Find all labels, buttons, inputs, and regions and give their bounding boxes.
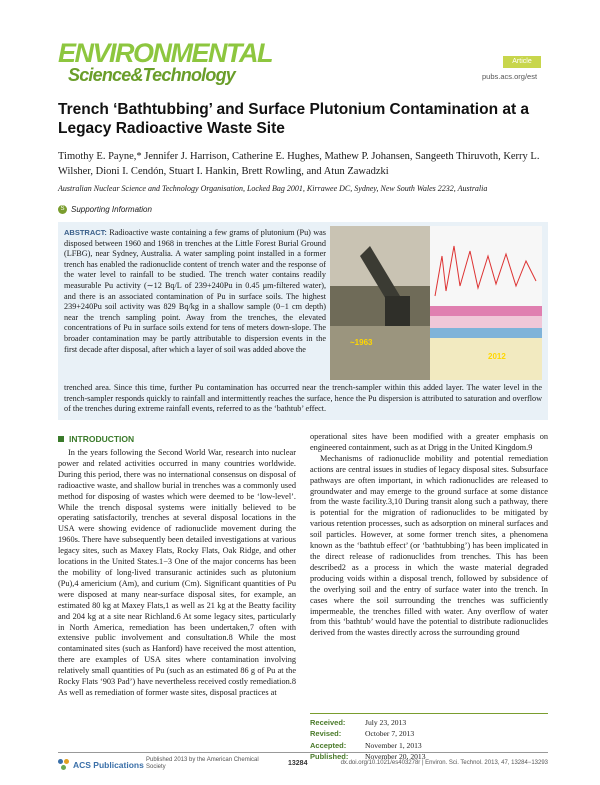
introduction-title: INTRODUCTION [69, 434, 135, 444]
paper-title: Trench ‘Bathtubbing’ and Surface Plutonium Contamination at a Legacy Radioactive Waste Site [58, 101, 530, 137]
date-label: Accepted: [310, 740, 347, 750]
date-value: October 7, 2013 [365, 729, 415, 739]
rainfall-chart-svg [430, 226, 542, 380]
article-badge: Article [503, 56, 541, 68]
abstract-label: ABSTRACT: [64, 228, 107, 237]
journal-url[interactable]: pubs.acs.org/est [482, 72, 538, 81]
intro-paragraph-continued: operational sites have been modified with a greater emphasis on engineered containment, such as at Drigg in the United Kingdom.9 [310, 432, 548, 452]
date-label: Published: [310, 752, 349, 762]
rainfall-chart [430, 226, 542, 380]
author-list: Timothy E. Payne,* Jennifer J. Harrison, Catherine E. Hughes, Mathew P. Johansen, Sangeeth Thiruvoth, Kerry L. Wilsher, Dioni I. Cendón, Stuart I. Hankin, Brett Rowling, and Atun Zawadzki [58, 151, 540, 177]
logo-line1: ENVIRONMENTAL [58, 38, 272, 68]
acs-publications-logo[interactable] [58, 759, 144, 771]
toc-label-2012: 2012 [488, 352, 506, 361]
intro-paragraph-1: In the years following the Second World War, research into nuclear power and related activities occurred in many countries worldwide. During this period, there was no international consensus on disposal of radioactive waste, and shallow burial in trenches was a commonly used method for disposing of wastes which were deemed to be ‘low-level’. While the trench disposal systems were initially believed to be operating satisfactorily, trenches at several disposal locations in the USA were showing evidence of radionuclide movement during the 1960s. There have subsequently been detailed investigations at various legacy sites, such as Maxey Flats, Rocky Flats, Oak Ridge, and other locations in the United States.1−3 One of the major concerns has been the mobility of long-lived transuranic actinides such as plutonium (Pu),4 americium (Am), and curium (Cm). Significant quantities of Pu were disposed at many near-surface disposal sites, for example, an estimated 80 kg at Maxey Flats,1 as well as 21 kg at the Beatty facility and 204 kg at a site near Richland.6 At some legacy sites, particularly in North America, remediation has been undertaken,7 often with extensive public involvement and consultation.8 While the most contaminated sites (such as Hanford) have received the most attention, there are examples of USA sites where contamination involving relatively small quantities of Pu (such as an estimated 86 g of Pu at the Rocky Flats ‘903 Pad’) have nevertheless received costly remediation.8 As well as remediation of former waste sites, disposal practices at [58, 448, 297, 697]
date-value: July 23, 2013 [365, 718, 407, 727]
date-value: November 20, 2013 [365, 752, 426, 762]
date-label: Received: [310, 718, 346, 727]
abstract-box [58, 222, 548, 420]
date-value: November 1, 2013 [365, 740, 422, 750]
footer-doi[interactable]: dx.doi.org/10.1021/es403278r | Environ. Sci. Technol. 2013, 47, 13284−13293 [340, 760, 548, 766]
page-footer [58, 752, 548, 774]
page-number: 13284 [288, 760, 308, 767]
affiliation: Australian Nuclear Science and Technology Organisation, Locked Bag 2001, Kirrawee DC, Sydney, New South Wales 2232, Australia [58, 184, 488, 193]
toc-graphic [330, 226, 542, 380]
date-row [310, 717, 548, 728]
acs-logo-icon [58, 759, 70, 771]
abstract-body-1: Radioactive waste containing a few grams of plutonium (Pu) was disposed between 1960 and 1968 in trenches at the Little Forest Burial Ground (LFBG), near Sydney, Australia. A water sampling point installed in a former trench has enabled the radionuclide content of trench water and the response of the water level to rainfall to be studied. The trench water contains readily measurable Pu activity (∼12 Bq/L of 239+240Pu in 0.45 μm-filtered water), and there is an associated contamination of Pu in surface soils. The highest 239+240Pu soil activity was 829 Bq/kg in a shallow sample (0−1 cm depth) near the trench sampling point. Away from the trenches, the elevated concentrations of Pu in surface soils extend for tens of meters down-slope. The broader contamination may be partly attributable to dispersion events in the first decade after disposal, after which a layer of soil was added above the [64, 228, 326, 354]
right-column [310, 432, 548, 639]
abstract-text-part1 [64, 228, 326, 355]
logo-line2: Science&Technology [68, 65, 235, 85]
left-column [58, 448, 296, 699]
date-row [310, 728, 548, 739]
supporting-info-icon: S [58, 205, 67, 214]
date-label: Revised: [310, 729, 342, 739]
acs-label: ACS Publications [73, 760, 144, 770]
supporting-info-link[interactable] [58, 205, 152, 214]
toc-label-1963: ~1963 [350, 338, 373, 347]
intro-paragraph-2: Mechanisms of radionuclide mobility and potential remediation actions are central issues in studies of legacy disposal sites. Subsurface pathways are often important, in which radionuclides are released to groundwater and may emerge to the ground surface at some distance from the waste facility.3,10 During transit along such a pathway, there is potential for the migration of radionuclides to be mitigated by various retention processes, such as adsorption on mineral surfaces and soil particles. However, at some former trench sites, a phenomena known as the ‘bathtub effect’ (or ‘bathtubbing’) has been implicated in the direct release of radionuclides from trenches. This has been described2 as a process in which the waste material degraded producing voids within a disposal trench, followed by subsidence of the overlying soil and the entry of surface water into the trench. In cases where the soil surrounding the trenches was sufficiently impermeable, the trenches filled with water. Any overflow of water from this ‘bathtub’ would have the potential to distribute radionuclides derived from the wastes directly across the surrounding ground [310, 453, 548, 638]
introduction-heading [58, 434, 134, 444]
footer-publisher: Published 2013 by the American Chemical Society [146, 757, 259, 770]
supporting-info-label: Supporting Information [71, 205, 152, 214]
abstract-text-part2: trenched area. Since this time, further Pu contamination has occurred near the trench-sampler within this added layer. The water level in the trench-sampler responds quickly to rainfall and intermittently reaches the surface, hence the Pu dispersion is attributed to saturation and overflow of the trenches during extreme rainfall events, referred to as the ‘bathtub’ effect. [64, 383, 542, 414]
date-row [310, 740, 548, 751]
section-marker-icon [58, 436, 64, 442]
journal-logo [58, 38, 272, 90]
